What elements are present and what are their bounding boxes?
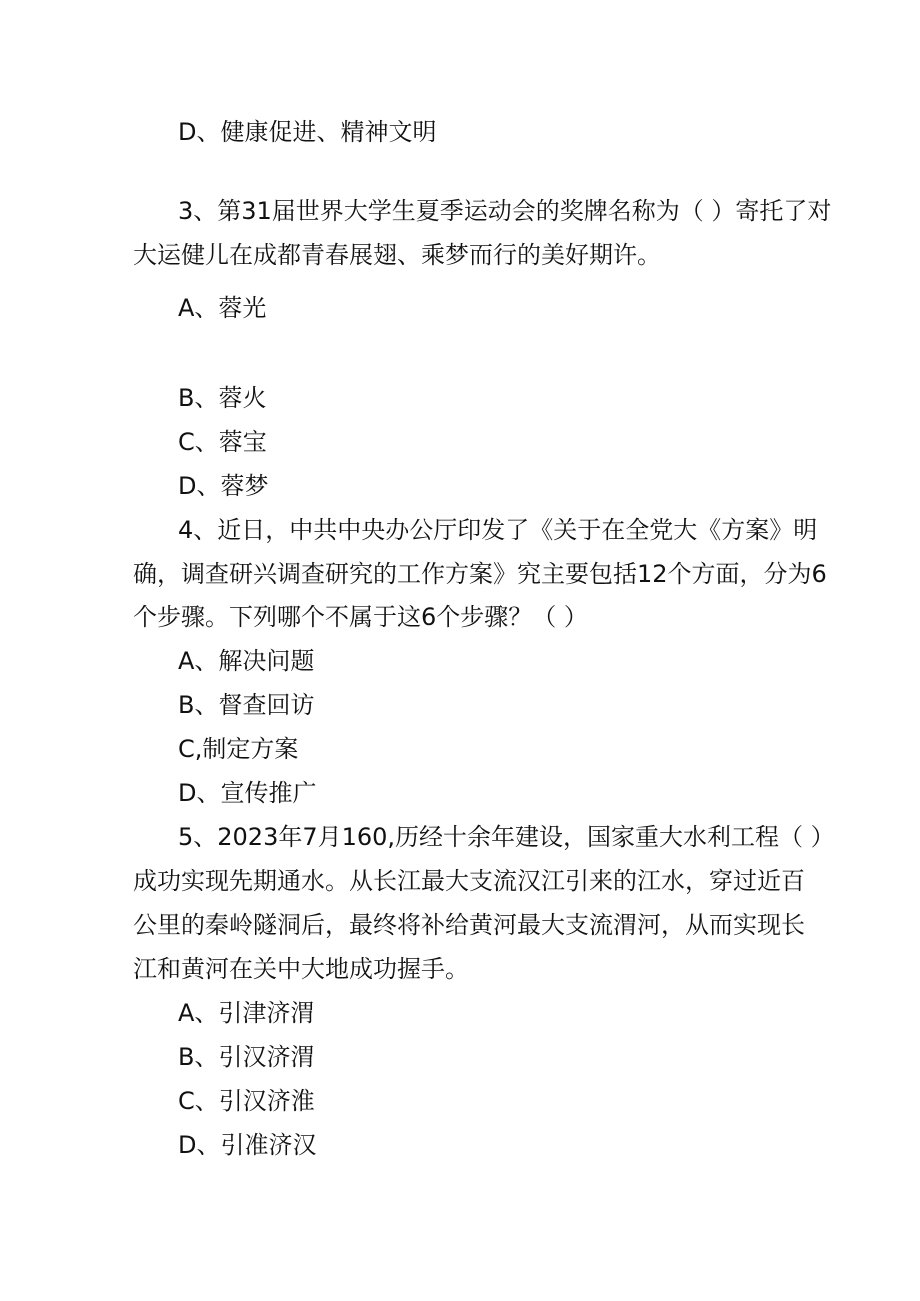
q3-option-c: C、蓉宝 — [178, 428, 267, 456]
q5-stem-line-1: 5、2023年7月160,历经十余年建设，国家重大水利工程（ ） — [178, 823, 835, 851]
q3-stem-line-2: 大运健儿在成都青春展翅、乘梦而行的美好期许。 — [133, 241, 661, 269]
q5-stem-line-2: 成功实现先期通水。从长江最大支流汉江引来的江水，穿过近百 — [133, 867, 805, 895]
q3-option-d: D、蓉梦 — [178, 472, 269, 500]
q4-stem-line-2: 确，调查研兴调查研究的工作方案》究主要包括12个方面，分为6 — [133, 560, 827, 588]
q4-option-b: B、督查回访 — [178, 691, 315, 719]
q4-option-a: A、解决问题 — [178, 647, 315, 675]
q2-option-d: D、健康促进、精神文明 — [178, 118, 437, 146]
q3-option-a: A、蓉光 — [178, 294, 267, 322]
q5-option-c: C、引汉济淮 — [178, 1087, 315, 1115]
q3-option-b: B、蓉火 — [178, 384, 267, 412]
q5-stem-line-3: 公里的秦岭隧洞后，最终将补给黄河最大支流渭河，从而实现长 — [133, 911, 805, 939]
q4-stem-line-3: 个步骤。下列哪个不属于这6个步骤？（ ） — [133, 603, 588, 631]
q3-stem-line-1: 3、第31届世界大学生夏季运动会的奖牌名称为（ ）寄托了对 — [178, 197, 832, 225]
q4-option-d: D、宣传推广 — [178, 779, 317, 807]
q5-stem-line-4: 江和黄河在关中大地成功握手。 — [133, 955, 469, 983]
q5-option-a: A、引津济渭 — [178, 999, 315, 1027]
q5-option-d: D、引准济汉 — [178, 1131, 317, 1159]
q4-stem-line-1: 4、近日，中共中央办公厅印发了《关于在全党大《方案》明 — [178, 516, 818, 544]
q4-option-c: C,制定方案 — [178, 735, 299, 763]
q5-option-b: B、引汉济渭 — [178, 1043, 315, 1071]
